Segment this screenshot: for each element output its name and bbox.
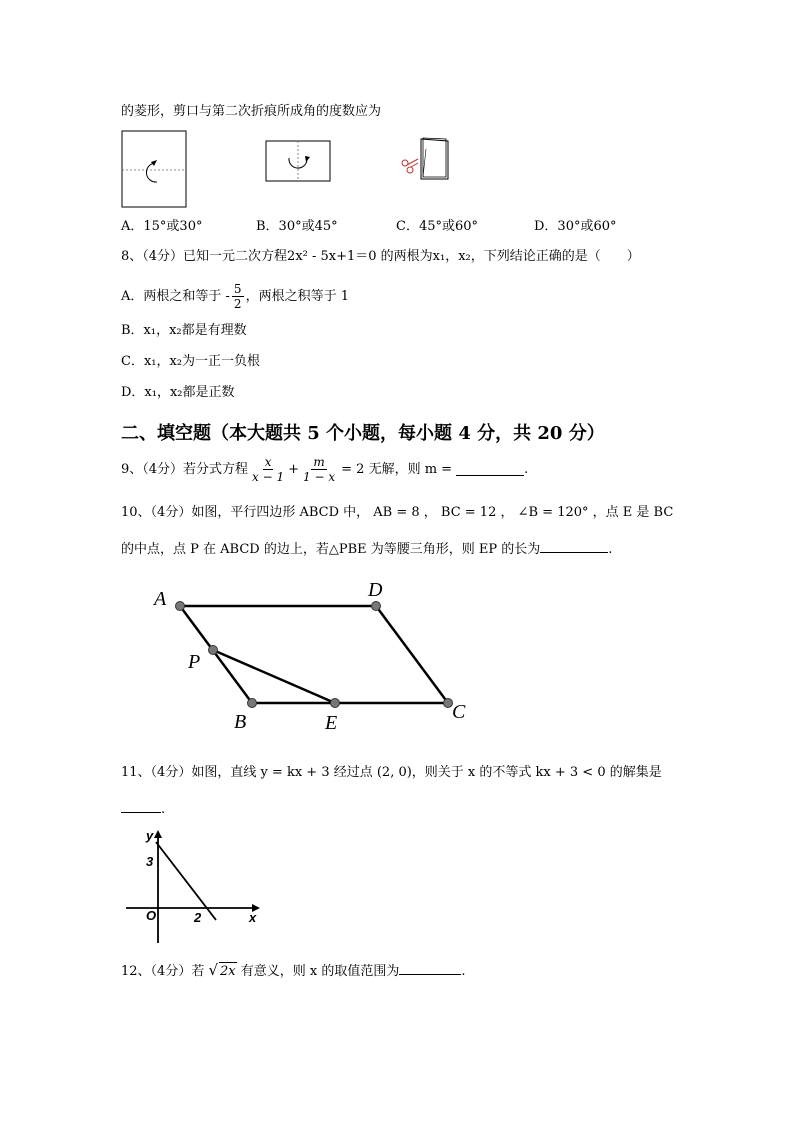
q7-option-d: D．30°或60°	[534, 219, 617, 234]
q8-option-c: C．x₁，x₂为一正一负根	[121, 354, 261, 369]
q8-option-a-prefix: A．两根之和等于 -	[121, 288, 230, 304]
x-intercept-label: 2	[194, 910, 202, 925]
label-c: C	[452, 701, 466, 723]
q9-equation-rest: = 2 无解，则 m =	[341, 461, 453, 477]
q11-line-1: 11、（4分）如图，直线 y = kx + 3 经过点 (2, 0)，则关于 x 的不等式 kx + 3 < 0 的解集是	[121, 765, 662, 780]
fold-figure-3	[396, 135, 456, 185]
fraction-numerator: m	[313, 455, 325, 469]
scissors-icon	[402, 159, 418, 173]
q8-option-a-suffix: ，两根之积等于 1	[245, 288, 349, 304]
q7-option-b: B．30°或45°	[256, 219, 338, 234]
fraction-denominator: 2	[233, 297, 242, 311]
y-axis-arrow	[154, 830, 162, 838]
point-p	[209, 646, 218, 655]
x-axis-label: x	[249, 910, 257, 925]
q7-option-c: C．45°或60°	[396, 219, 479, 234]
label-a: A	[154, 588, 167, 610]
q9-plus: +	[288, 461, 300, 477]
label-e: E	[325, 712, 338, 734]
q8-option-b: B．x₁，x₂都是有理数	[121, 323, 247, 338]
point-e	[331, 699, 340, 708]
q7-stem-tail: 的菱形，剪口与第二次折痕所成角的度数应为	[121, 104, 382, 119]
q8-stem: 8、（4分）已知一元二次方程2x² - 5x+1＝0 的两根为x₁，x₂，下列结论正确的是（ ）	[121, 249, 640, 264]
fraction-denominator: x − 1	[252, 470, 285, 484]
q11-end: .	[161, 802, 166, 817]
fraction-denominator: 1 − x	[303, 470, 336, 484]
point-d	[372, 602, 381, 611]
q8-option-a	[121, 282, 349, 311]
q11-answer-blank	[121, 800, 161, 813]
q9-end: .	[524, 461, 529, 477]
q12-prefix: 12、（4分）若	[121, 964, 205, 979]
point-b	[248, 699, 257, 708]
fold-figure-2	[265, 140, 335, 184]
section-heading: 二、填空题（本大题共 5 个小题，每小题 4 分，共 20 分）	[121, 423, 605, 444]
label-d: D	[368, 579, 383, 601]
q10-line-1: 10、（4分）如图，平行四边形 ABCD 中， AB = 8 ， BC = 12 ， ∠B = 120° ，点 E 是 BC	[121, 505, 674, 520]
q10-line-2	[121, 540, 612, 559]
origin-label: O	[146, 908, 157, 923]
q12-radicand: 2x	[220, 964, 236, 979]
q12-end: .	[461, 964, 466, 979]
q9-fraction-1	[250, 455, 286, 484]
point-a	[176, 602, 185, 611]
label-b: B	[234, 711, 247, 733]
q10-answer-blank	[540, 540, 608, 553]
sqrt-symbol: √	[208, 961, 219, 979]
fold-figure-1	[121, 130, 189, 210]
q11-line-2	[121, 800, 165, 819]
q12-answer-blank	[399, 962, 461, 975]
linear-function-graph	[122, 826, 267, 948]
fraction-numerator: 5	[233, 282, 242, 296]
q10-line-2-text: 的中点，点 P 在 ABCD 的边上，若△PBE 为等腰三角形，则 EP 的长为	[121, 542, 541, 557]
q9-fraction-2	[301, 455, 337, 484]
y-intercept-label: 3	[146, 854, 154, 869]
q9-prefix: 9、（4分）若分式方程	[121, 461, 249, 477]
q12-suffix: 有意义，则 x 的取值范围为	[240, 964, 400, 979]
y-axis-label: y	[146, 828, 154, 843]
q8-option-a-fraction	[232, 282, 244, 311]
q9-answer-blank	[456, 463, 524, 476]
side-dc	[376, 606, 448, 703]
q12-stem	[121, 961, 466, 981]
label-p: P	[188, 651, 201, 673]
q10-end: .	[608, 542, 613, 557]
fraction-numerator: x	[264, 455, 272, 469]
q7-option-a: A．15°或30°	[121, 219, 203, 234]
q8-option-d: D．x₁，x₂都是正数	[121, 385, 235, 400]
q9-stem	[121, 455, 528, 484]
parallelogram-figure	[140, 575, 480, 735]
